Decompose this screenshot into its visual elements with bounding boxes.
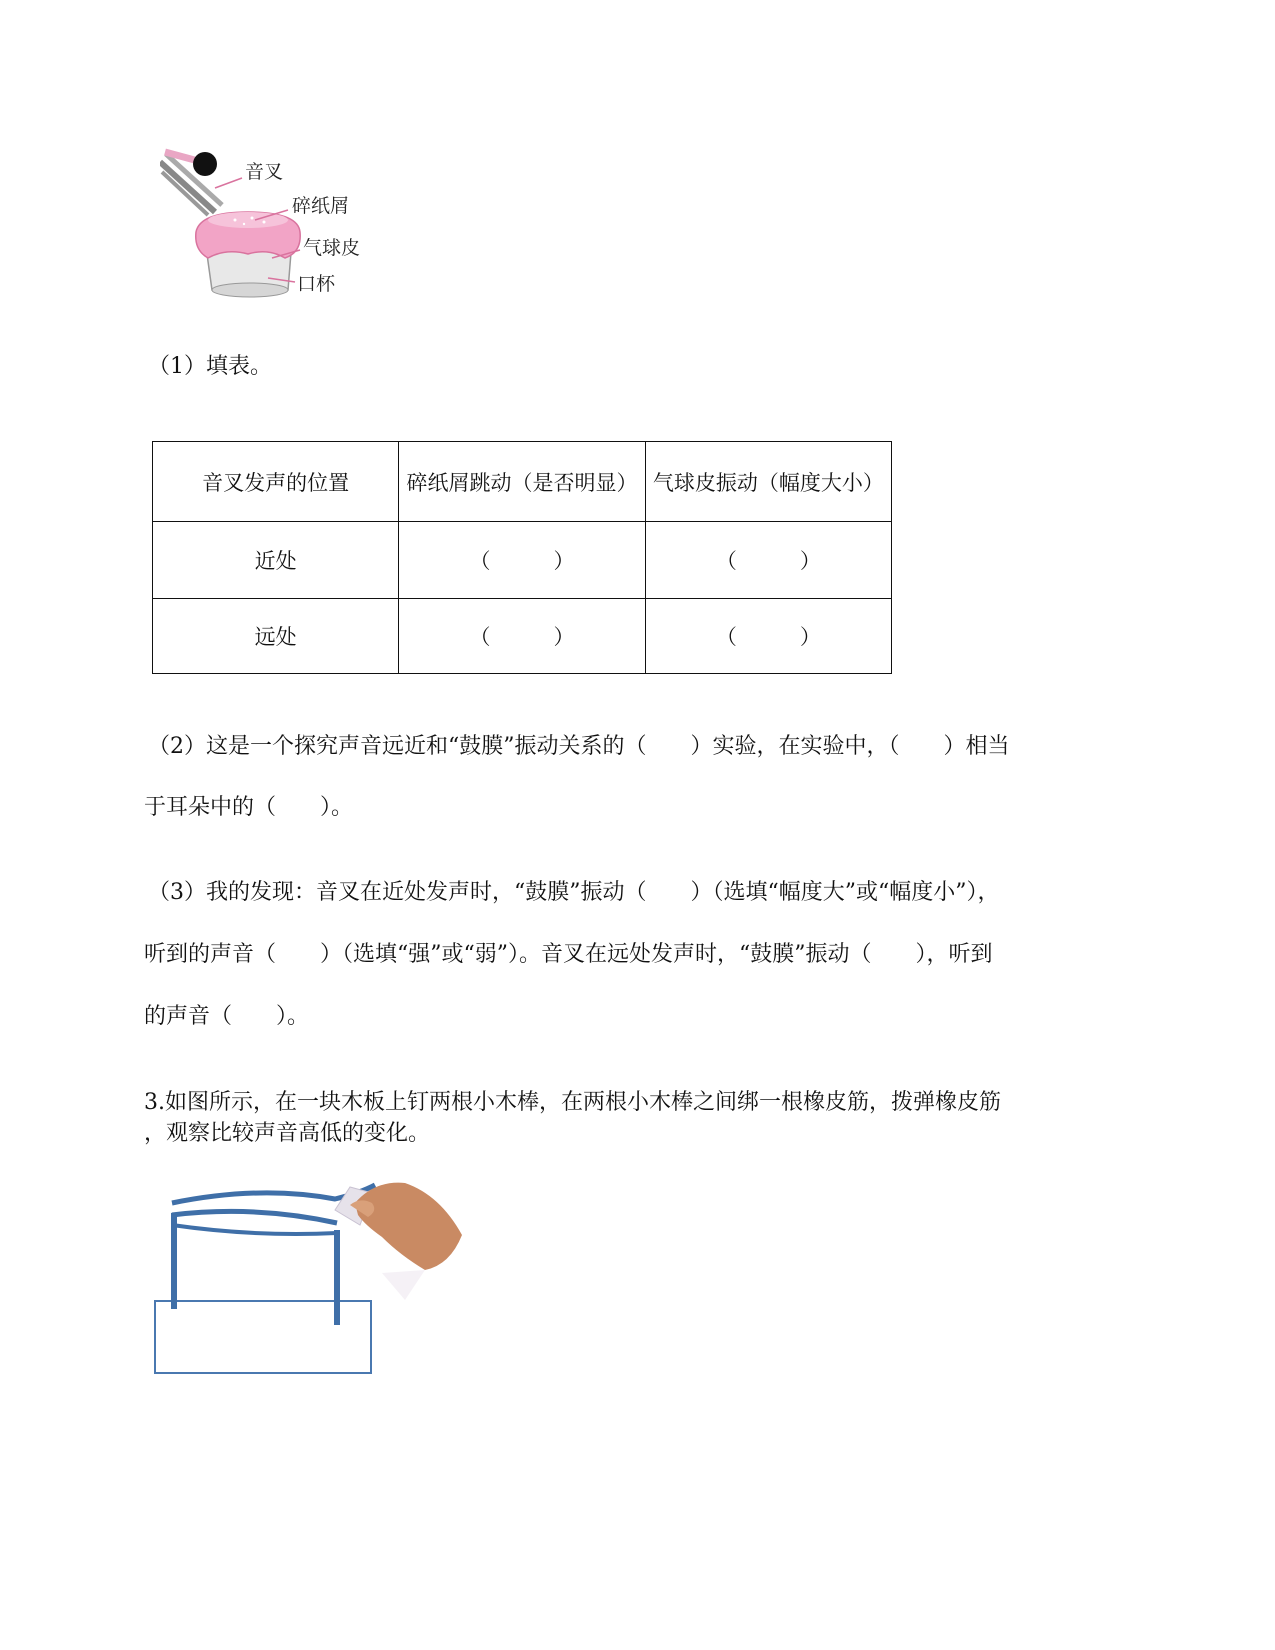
header-paper-scraps: 碎纸屑跳动（是否明显） [399, 442, 645, 522]
rubber-band-board-figure [150, 1175, 470, 1380]
answer-blank[interactable]: （ ） [399, 522, 645, 599]
q3-line3: 的声音（ ）。 [144, 1004, 310, 1029]
hand-icon [335, 1183, 462, 1300]
label-paper-scraps: 碎纸屑 [292, 195, 350, 217]
table-row [153, 522, 892, 599]
q1-prompt: （1）填表。 [148, 354, 272, 379]
cell-position: 近处 [153, 522, 399, 599]
label-tuning-fork: 音叉 [245, 161, 284, 183]
tuning-fork-illustration [160, 140, 400, 315]
rubber-band-illustration [150, 1175, 470, 1380]
answer-blank[interactable]: （ ） [399, 599, 645, 674]
q3-line2: 听到的声音（ ）（选填“强”或“弱”）。音叉在远处发声时，“鼓膜”振动（ ），听到 [144, 942, 993, 967]
answer-blank[interactable]: （ ） [645, 522, 891, 599]
table-row [153, 599, 892, 674]
cell-position: 远处 [153, 599, 399, 674]
question3-line2: ，观察比较声音高低的变化。 [144, 1121, 431, 1146]
table-header-row [153, 442, 892, 522]
experiment-table [152, 441, 892, 674]
label-cup: 口杯 [297, 273, 336, 295]
question3-line1: 3.如图所示，在一块木板上钉两根小木棒，在两根小木棒之间绑一根橡皮筋，拨弹橡皮筋 [144, 1090, 1001, 1115]
q2-line2: 于耳朵中的（ ）。 [144, 795, 354, 820]
q2-line1: （2）这是一个探究声音远近和“鼓膜”振动关系的（ ）实验，在实验中，（ ）相当 [148, 734, 1010, 759]
tuning-fork-cup-figure [160, 140, 400, 315]
header-position: 音叉发声的位置 [153, 442, 399, 522]
q3-line1: （3）我的发现：音叉在近处发声时，“鼓膜”振动（ ）（选填“幅度大”或“幅度小”）， [148, 880, 1000, 905]
header-balloon-vibration: 气球皮振动（幅度大小） [645, 442, 891, 522]
label-balloon-skin: 气球皮 [303, 237, 361, 259]
answer-blank[interactable]: （ ） [645, 599, 891, 674]
